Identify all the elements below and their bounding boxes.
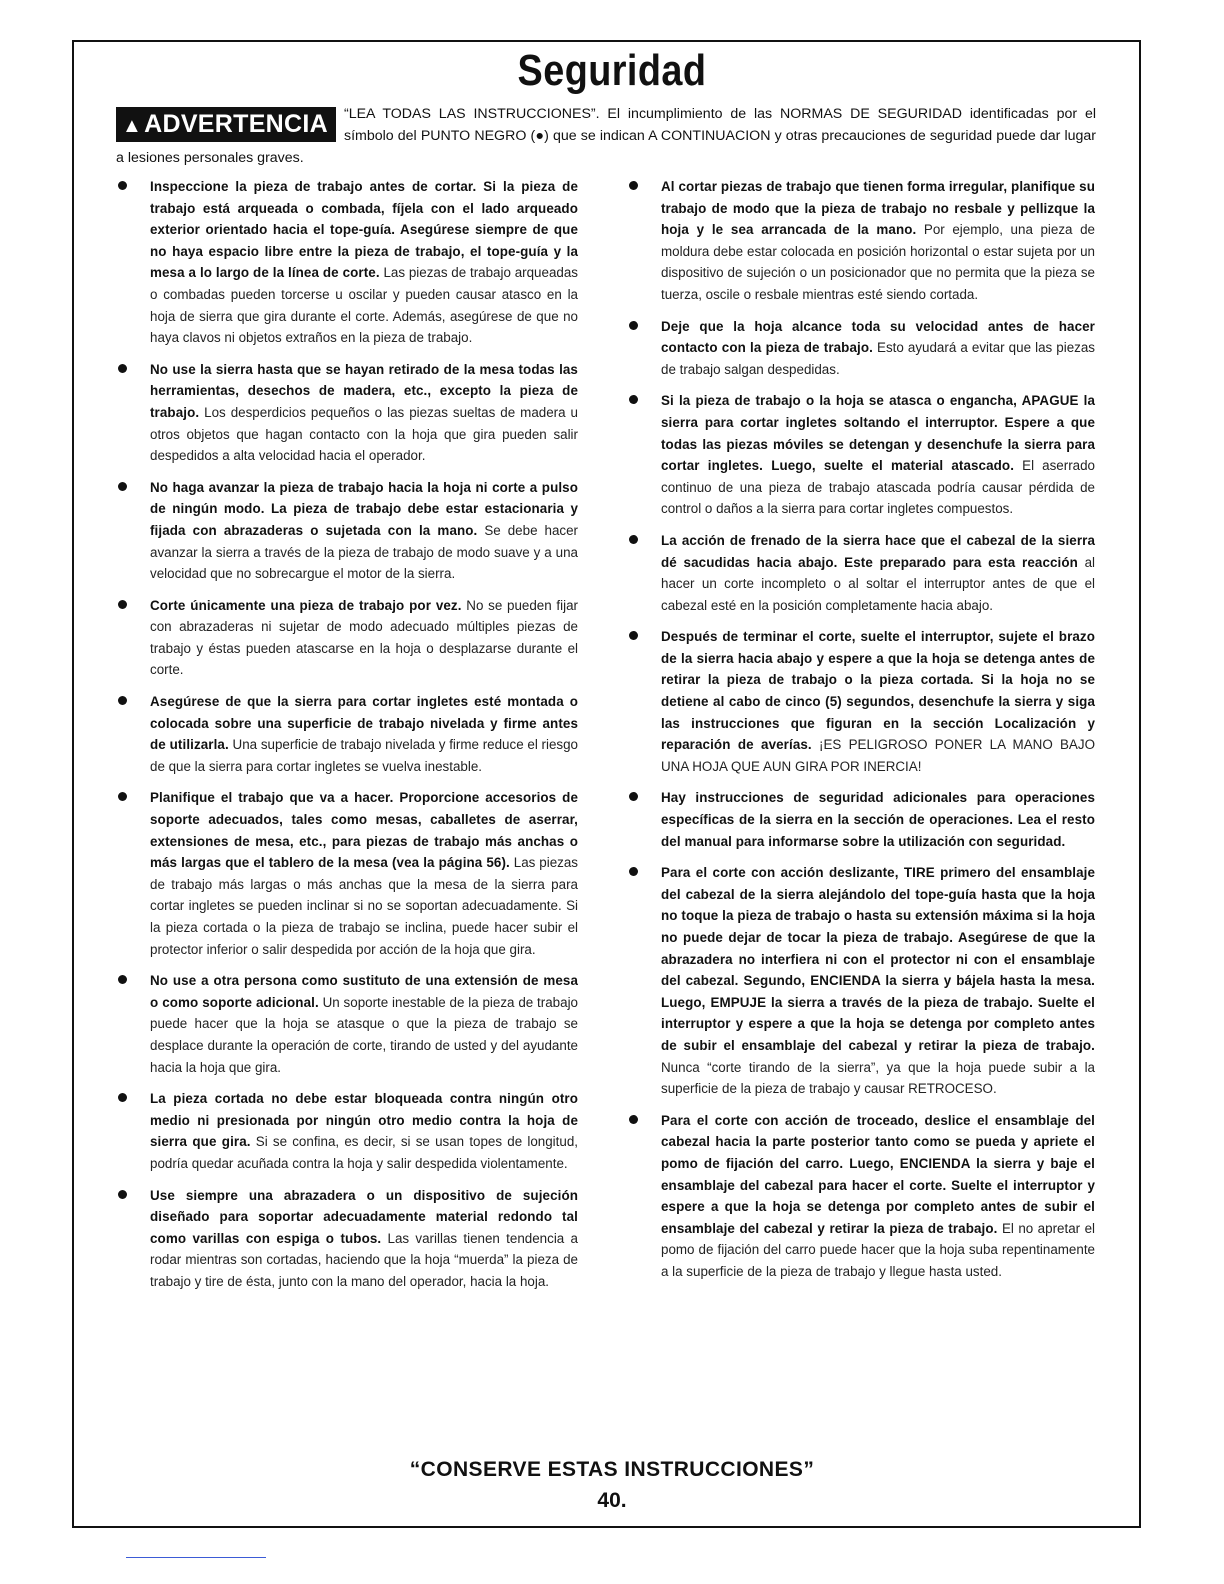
safety-item-bold: Asegúrese de que la sierra para cortar ingletes esté montada o colocada sobre una superficie de trabajo nivelada y firme antes de utilizarla. <box>150 694 578 753</box>
bullet-icon <box>118 181 127 190</box>
safety-item <box>116 787 578 960</box>
safety-item <box>116 970 578 1078</box>
safety-item-text: Las piezas de trabajo arqueadas o combadas pueden torcerse u oscilar y pueden causar atasco en la hoja de sierra que gira durante el corte. Además, asegúrese de que no haya clavos ni objetos extraños en la pieza de trabajo. <box>150 265 578 346</box>
bullet-icon <box>629 535 638 544</box>
safety-item-bold: Deje que la hoja alcance toda su velocidad antes de hacer contacto con la pieza de trabajo. <box>661 318 1095 356</box>
bullet-icon <box>118 364 127 373</box>
warning-text: “LEA TODAS LAS INSTRUCCIONES”. El incumplimiento de las NORMAS DE SEGURIDAD identificadas por el símbolo del PUNTO NEGRO (●) que se indican A CONTINUACION y otras precauciones de seguridad puede dar lugar a lesiones personales graves. <box>116 106 1096 166</box>
safety-item <box>627 626 1095 777</box>
safety-item-text: al hacer un corte incompleto o al soltar el interruptor antes de que el cabezal esté en la posición completamente hacia abajo. <box>661 554 1095 613</box>
warning-badge <box>116 107 336 142</box>
safety-item-text: Una superficie de trabajo nivelada y firme reduce el riesgo de que la sierra para cortar ingletes se vuelva inestable. <box>150 737 578 774</box>
bullet-icon <box>629 1115 638 1124</box>
bullet-icon <box>118 1190 127 1199</box>
safety-item <box>116 359 578 467</box>
right-column <box>627 176 1095 1293</box>
warning-badge-label: ADVERTENCIA <box>144 110 328 138</box>
safety-item <box>627 390 1095 520</box>
safety-item-text: Por ejemplo, una pieza de moldura debe estar colocada en posición horizontal o estar sujeta por un dispositivo de sujeción o un posicionador que no permita que la pieza se tuerza, oscile o resbale mientras esté siendo cortada. <box>661 222 1095 302</box>
safety-item-bold: Planifique el trabajo que va a hacer. Proporcione accesorios de soporte adecuados, tales como mesas, caballetes de aserrar, extensiones de mesa, etc., para piezas de trabajo más anchas o más largas que el tablero de la mesa (vea la página 56). <box>150 790 578 871</box>
safety-item-bold: Para el corte con acción deslizante, TIRE primero del ensamblaje del cabezal de la sierra alejándolo del tope-guía hasta que la hoja no toque la pieza de trabajo o hasta su extensión máxima si la hoja no puede dejar de tocar la pieza de trabajo. Asegúrese de que la abrazadera no interfiera ni con el protector ni con el ensamblaje del cabezal. Segundo, ENCIENDA la sierra y bájela hasta la mesa. Luego, EMPUJE la sierra a través de la pieza de trabajo. Suelte el interruptor y espere a que la hoja se detenga por completo antes de subir el ensamblaje del cabezal y retirar la pieza de trabajo. <box>661 865 1095 1053</box>
bullet-icon <box>629 395 638 404</box>
safety-item-bold: Use siempre una abrazadera o un dispositivo de sujeción diseñado para soportar adecuadamente material redondo tal como varillas con espiga o tubos. <box>150 1187 578 1246</box>
safety-item-bold: Inspeccione la pieza de trabajo antes de cortar. Si la pieza de trabajo está arqueada o combada, fíjela con el lado arqueado exterior orientado hacia el tope-guía. Asegúrese siempre de que no haya espacio libre entre la pieza de trabajo, el tope-guía y la mesa a lo largo de la línea de corte. <box>150 179 578 281</box>
safety-item-bold: No haga avanzar la pieza de trabajo hacia la hoja ni corte a pulso de ningún modo. La pieza de trabajo debe estar estacionaria y fijada con abrazaderas o sujetada con la mano. <box>150 479 578 538</box>
safety-item-text: Las piezas de trabajo más largas o más anchas que la mesa de la sierra para cortar ingletes se pueden inclinar si no se soportan adecuadamente. Si la pieza cortada o la pieza de trabajo se inclina, puede hacer subir el protector inferior o salir despedida por acción de la hoja que gira. <box>150 855 578 957</box>
safety-item-bold: No use la sierra hasta que se hayan retirado de la mesa todas las herramientas, desechos de madera, etc., excepto la pieza de trabajo. <box>150 361 578 420</box>
safety-item-text: Si se confina, es decir, si se usan topes de longitud, podría quedar acuñada contra la hoja y salir despedida violentamente. <box>150 1134 578 1171</box>
bullet-icon <box>118 482 127 491</box>
bullet-icon <box>118 600 127 609</box>
bullet-icon <box>118 696 127 705</box>
safety-item-bold: La pieza cortada no debe estar bloqueada contra ningún otro medio ni presionada por ningún otro medio contra la hoja de sierra que gira. <box>150 1091 578 1150</box>
warning-block <box>116 103 1096 169</box>
safety-item-text: Se debe hacer avanzar la sierra a través de la pieza de trabajo de modo suave y a una velocidad que no sobrecargue el motor de la sierra. <box>150 522 579 582</box>
safety-item-text: Esto ayudará a evitar que las piezas de trabajo salgan despedidas. <box>661 340 1096 377</box>
bullet-icon <box>629 792 638 801</box>
bullet-icon <box>629 867 638 876</box>
safety-item-text: No se pueden fijar con abrazaderas ni sujetar de modo adecuado múltiples piezas de trabajo y éstas pueden atascarse en la hoja o desplazarse durante el corte. <box>150 597 578 678</box>
safety-item <box>627 1110 1095 1283</box>
safety-item-bold: Hay instrucciones de seguridad adicionales para operaciones específicas de la sierra en la sección de operaciones. Lea el resto del manual para informarse sobre la utilización con seguridad. <box>661 790 1095 849</box>
safety-item-text: El no apretar el pomo de fijación del carro puede hacer que la hoja suba repentinamente a la superficie de la pieza de trabajo y llegue hasta usted. <box>661 1220 1095 1279</box>
warning-triangle-icon: ▲ <box>122 115 143 137</box>
bullet-icon <box>629 321 638 330</box>
bottom-divider <box>126 1557 266 1558</box>
safety-item <box>116 1088 578 1174</box>
bullet-icon <box>629 631 638 640</box>
safety-item <box>116 477 578 585</box>
safety-item-bold: Corte únicamente una pieza de trabajo por vez. <box>150 597 462 613</box>
safety-item-bold: Después de terminar el corte, suelte el interruptor, sujete el brazo de la sierra hacia abajo y espere a que la hoja se detenga antes de retirar la pieza de trabajo o la pieza cortada. Si la hoja no se detiene al cabo de cinco (5) segundos, desenchufe la sierra y siga las instrucciones que figuran en la sección Localización y reparación de averías. <box>661 629 1095 753</box>
safety-item <box>627 176 1095 306</box>
safety-item-text: ¡ES PELIGROSO PONER LA MANO BAJO UNA HOJA QUE AUN GIRA POR INERCIA! <box>661 737 1095 774</box>
safety-item <box>116 176 578 349</box>
safety-item <box>627 787 1095 852</box>
safety-item-text: Nunca “corte tirando de la sierra”, ya que la hoja puede subir a la superficie de la pieza de trabajo y causar RETROCESO. <box>661 1059 1095 1097</box>
safety-item-bold: Al cortar piezas de trabajo que tienen forma irregular, planifique su trabajo de modo que la pieza de trabajo no resbale y pellizque la hoja y le sea arrancada de la mano. <box>661 179 1095 238</box>
safety-item-text: Las varillas tienen tendencia a rodar mientras son cortadas, haciendo que la hoja “muerda” la pieza de trabajo y tire de ésta, junto con la mano del operador, hacia la hoja. <box>150 1230 578 1289</box>
safety-item <box>627 316 1095 381</box>
safety-item-bold: Para el corte con acción de troceado, deslice el ensamblaje del cabezal hacia la parte posterior tanto como se pueda y apriete el pomo de fijación del carro. Luego, ENCIENDA la sierra y baje el ensamblaje del cabezal para hacer el corte. Suelte el interruptor y espere a que la hoja se detenga por completo antes de subir el ensamblaje del cabezal y retirar la pieza de trabajo. <box>661 1112 1095 1236</box>
safety-item <box>116 595 578 681</box>
safety-item-text: Los desperdicios pequeños o las piezas sueltas de madera u otros objetos que hagan contacto con la hoja que gira pueden salir despedidos a alta velocidad hacia el operador. <box>150 404 578 464</box>
safety-item <box>627 530 1095 616</box>
page-number: 40. <box>597 1489 627 1512</box>
safety-item-bold: Si la pieza de trabajo o la hoja se atasca o engancha, APAGUE la sierra para cortar ingletes soltando el interruptor. Espere a que todas las piezas móviles se detengan y desenchufe la sierra para cortar ingletes. Luego, suelte el material atascado. <box>661 393 1095 474</box>
left-column <box>116 176 578 1303</box>
safety-item-text: Un soporte inestable de la pieza de trabajo puede hacer que la hoja se atasque o que la pieza de trabajo se desplace durante la operación de corte, tirando de usted y del ayudante hacia la hoja que gira. <box>150 994 578 1075</box>
safety-item-text: El aserrado continuo de una pieza de trabajo atascada podría causar pérdida de control o daños a la sierra para cortar ingletes compuestos. <box>661 458 1096 517</box>
safety-item <box>116 1185 578 1293</box>
conserve-instructions: “CONSERVE ESTAS INSTRUCCIONES” <box>409 1458 815 1481</box>
bullet-icon <box>118 792 127 801</box>
page-title: Seguridad <box>517 46 707 95</box>
safety-item <box>116 691 578 777</box>
bullet-icon <box>629 181 638 190</box>
safety-item-bold: No use a otra persona como sustituto de una extensión de mesa o como soporte adicional. <box>150 973 578 1010</box>
bullet-icon <box>118 1093 127 1102</box>
safety-item <box>627 862 1095 1100</box>
safety-item-bold: La acción de frenado de la sierra hace que el cabezal de la sierra dé sacudidas hacia abajo. Este preparado para esta reacción <box>661 532 1095 570</box>
bullet-icon <box>118 975 127 984</box>
